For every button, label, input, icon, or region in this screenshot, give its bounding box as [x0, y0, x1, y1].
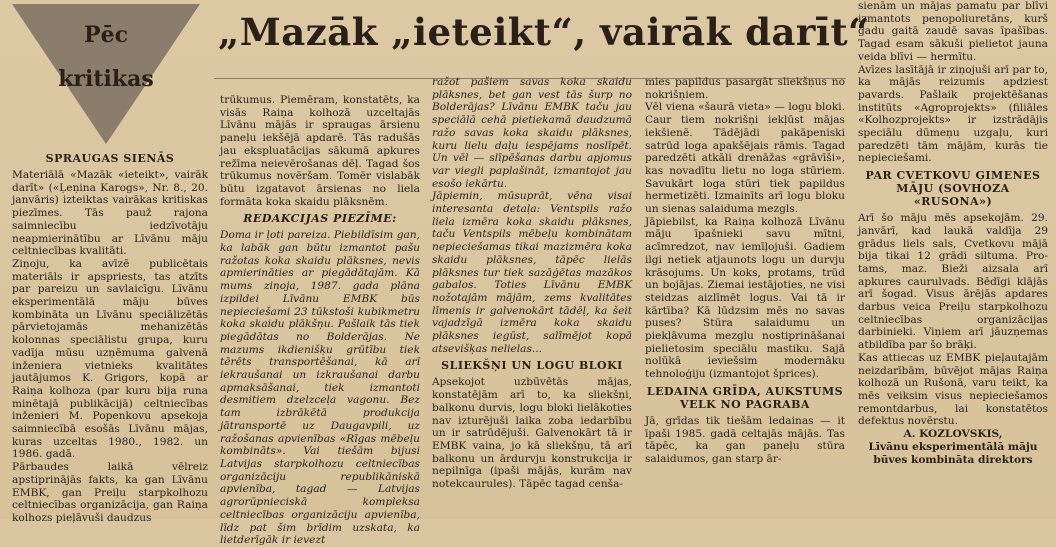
- paragraph: Apsekojot uzbūvētās mājas, konstatējām arī to, ka sliekšņi, balkonu durvis, logu bloki lielākoties nav izturējuši laika zoba iedarbību un ir satrūdējuši. Galvenokārt tā ir EMBK vaina, jo kā sliekšņu, tā arī balkonu un ārdurvju konstrukcija ir nepilnīga (ipaši mājās, kurām nav notekcaurules). Tāpēc tagad cenša-: [432, 376, 632, 491]
- subhead: SLIEKŠŅI UN LOGU BLOKI: [441, 359, 623, 373]
- paragraph: Materiālā «Mazāk «ieteikt», vairāk darīt» («Ļeņina Karogs», Nr. 8., 20. janvāris) izteiktas vairākas kritiskas piezīmes. Tās pauž rajona saimniecību iedzīvotāju neapmierinātību ar Līvānu māju celtniecības kvalitāti.: [12, 169, 208, 258]
- subhead: PAR CVETKOVU ĢIMENES MĀJU (SOVHOZA «RUSONA»): [865, 169, 1041, 209]
- column-5: [858, 0, 1048, 518]
- paragraph: Arī šo māju mēs apsekojām. 29. janvārī, kad laukā valdīja 29 grādus liels sals, Cvetkovu mājā bija tikai 12 grādi siltuma. Protams, maz. Bieži aizsala arī apkures caurulvads. Bēdīgi klājās arī šogad. Visus ārējās apdares darbus veica Preiļu starpkolhozu celtniecības organizācijas darbinieki. Viņiem arī jāuzņemas atbildība par šo brāķi.: [858, 212, 1048, 352]
- subhead: SPRAUGAS SIENĀS: [45, 152, 175, 165]
- editor-note: Jāpiemin, mūsuprāt, vēna visai interesanta detaļa: Ventspils ražo liela izmēra koka skaidu plāksnes, taču Ventspils mēbeļu kombinātam nepieciešamas tikai mazizmēra koka skaidu plāksnes, tāpēc lielās plāksnes tur tiek sazāģētas mazākos gabalos. Toties Līvānu EMBK nožotajām mājām, zems kvalitātes līmenis ir galvenokārt tādēļ, ka šeit vajadzīgā izmēra koka skaidu plāksnes iegūst, salīmējot kopā atsevišķas nelielas...: [432, 190, 632, 355]
- subhead: LEDAINA GRĪDA, AUKSTUMS VELK NO PAGRABA: [646, 384, 844, 411]
- headline: „Mazāk „ieteikt“, vairāk darīt“: [218, 10, 870, 54]
- signature-name: A. KOZLOVSKIS,: [903, 428, 1003, 441]
- column-3: [432, 76, 632, 518]
- kicker-line-2: kritikas: [58, 66, 154, 92]
- paragraph: Ziņoju, ka avīzē publicētais materiāls ir apspriests, tas atzīts par pareizu un savlaicīgu. Līvānu eksperimentālā māju būves kombināta un Līvānu speciālizētās pārvietojamās mehanizētās kolonnas speciālistu grupa, kuru vadīja mūsu uzņēmuma galvenā inženiera vietnieks kvalitātes jautājumos K. Grigors, kopā ar Raiņa kolhoza (par kuru bija runa minētajā publikācijā) celtniecības inženieri M. Popenkovu apsekoja saimniecībā esošās Līvānu mājas, kuras uzceltas 1980., 1982. un 1986. gadā.: [12, 257, 208, 461]
- paragraph: Jā, grīdas tik tiešām ledainas — it īpaši 1985. gadā celtajās mājās. Tas tāpēc, ka gan paneļu stūra salaidumos, gan starp ār-: [645, 414, 845, 465]
- paragraph: trūkumus. Piemēram, konstatēts, ka visās Raiņa kolhozā uzceltajās Līvānu mājās ir spraugas ārsienu paneļu iekšējā apdarē. Tās radušās jau ekspluatācijas sākumā apkures režīma neievērošanas dēļ. Tagad šos trūkumus novēršam. Tomēr vislabāk būtu izgatavot ārsienas no liela formāta koka skaidu plāksnēm.: [220, 94, 420, 208]
- paragraph: mies papildus pasargāt sliekšņus no nokrišņiem.: [645, 76, 845, 101]
- paragraph: Avīzes lasītājā ir ziņojuši arī par to, ka mājās reizumis apdziest pavards. Pašlaik projektēšanas institūts «Agroprojekts» (filiāles «Kolhozprojekts» ir izstrādājis speciālu dūmeņu uzgaļu, kuri paredzēti tām mājām, kurās tie nepieciešami.: [858, 63, 1048, 165]
- paragraph: Jāpiebilst, ka Raiņa kolhozā Līvānu māju īpašnieki savu mītni, acīmredzot, nav iemīļojuši. Gadiem ilgi netiek atjaunots logu un durvju krāsojums. Un koks, protams, trūd un bojājas. Ziemai iestājoties, ne visi steidzas aizlīmēt logus. Vai tā ir kārtība? Kā lūdzsim mēs no savas puses? Stūra salaidumu un piekļāvuma mezglu nostiprināšanai pielietosim speciālu mastiku. Sajā nolūkā ieviešsim modernāku tehnoloģiju (izmantojot šprices).: [645, 215, 845, 381]
- column-1: [12, 148, 208, 524]
- paragraph: Pārbaudes laikā vēlreiz apstiprinājās fakts, ka gan Līvānu EMBK, gan Preiļu starpkolhozu celtniecības organizācija, gan Raiņa kolhozs pieļāvuši daudzus: [12, 461, 208, 524]
- editor-note-heading: REDAKCIJAS PIEZĪME:: [243, 212, 397, 226]
- paragraph: Kas attiecas uz EMBK pieļautajām neizdarībām, būvējot mājas Raiņa kolhozā un Rušonā, varu teikt, ka mēs veiksim visus nepieciešamos remontdarbus, lai konstatētos defektus novērstu.: [858, 351, 1048, 428]
- editor-note: ražot pašiem savas koka skaidu plāksnes, bet gan vest tās šurp no Bolderājas? Līvānu EMBK taču jau speciālā cehā pietiekamā daudzumā ražo savas koka skaidu plāksnes, kuru lielu daļu iespējams noslīpēt. Un vēl — slīpēšanas darbu apjomus var viegli paplašināt, izmantojot jau esošo iekārtu.: [432, 76, 632, 190]
- paragraph: sienām un mājas pamatu par blīvi izmantots penopoliuretāns, kurš gadu gaitā zaudē savas īpašības. Tagad esam sākuši pielietot jauna veida blīvi — hermītu.: [858, 0, 1048, 63]
- kicker-line-1: Pēc: [84, 22, 128, 48]
- column-2: [220, 94, 420, 547]
- editor-note: Doma ir ļoti pareiza. Piebildīsim gan, ka labāk gan būtu izmantot pašu ražotas koka skaidu plāksnes, nevis apmierināties ar piegādātajām. Kā mums ziņoja, 1987. gada plāna izpildei Līvānu EMBK būs nepieciešami 23 tūkstoši kubikmetru koka skaidu plākšņu. Pašlaik tās tiek piegādātas no Bolderājas. Ne mazums ikdienišķu grūtību tiek tērēts transportēšanai, kā arī iekraušanai un izkraušanai darbu apmaksāšanai, tiek izmantoti desmitiem dzelzceļa vagonu. Bez tam izbrākētā produkcija jātransportē uz Daugavpili, uz ražošanas apvienības «Rīgas mēbeļu kombināts». Vai tiešām bijusi Latvijas starpkolhozu celtniecības organizāciju republikāniskā apvienība, tagad — Latvijas agrorūpnieciskā kompleksa celtniecības organizāciju apvienība, līdz pat šim brīdim uzskata, ka lietderīgāk ir ievezt: [220, 229, 420, 547]
- signature-title: Līvānu eksperimentālā māju būves kombināta direktors: [868, 440, 1038, 466]
- paragraph: Vēl viena «šaurā vieta» — logu bloki. Caur tiem nokrišņi iekļūst mājas iekšienē. Tādējādi pakāpeniski satrūd loga apakšējais rāmis. Tagad paredzēti atkāli drenāžas «grāvīši», kas novadītu lietu no loga stūriem. Savukārt loga stūri tiek papildus hermetizēti. Izmainīts arī logu bloku un sienas salaiduma mezgls.: [645, 101, 845, 216]
- column-4: [645, 76, 845, 518]
